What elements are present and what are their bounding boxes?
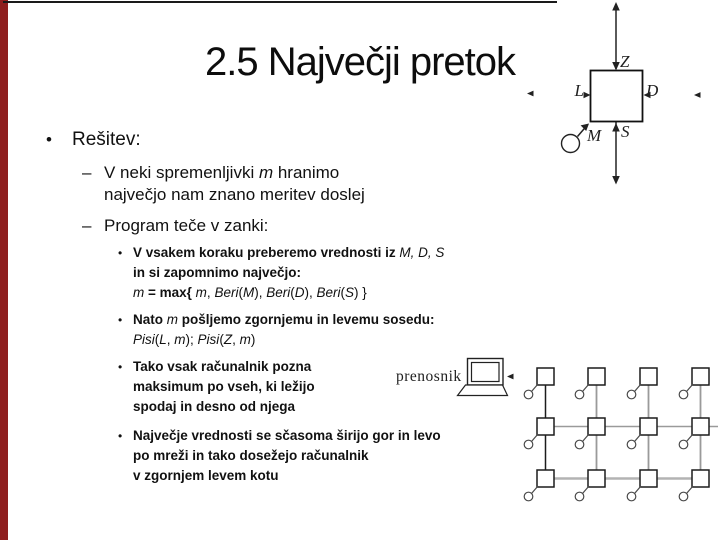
- text-line: V neki spremenljivki m hranimo: [104, 163, 340, 182]
- bullet-dot: •: [118, 360, 123, 374]
- grid-sensor-link: [687, 434, 694, 442]
- processor-square: [591, 71, 643, 122]
- detail-item-text: [133, 357, 315, 417]
- grid-sensor-link: [532, 384, 539, 392]
- prenosnik-label: prenosnik: [396, 368, 462, 385]
- grid-node-square: [588, 368, 605, 385]
- grid-node-square: [692, 470, 709, 487]
- text-line: V vsakem koraku preberemo vrednosti iz M, D, S: [133, 245, 445, 260]
- text-line: v zgornjem levem kotu: [133, 468, 279, 483]
- text-line: in si zapomnimo največjo:: [133, 265, 302, 280]
- grid-sensor-link: [687, 384, 694, 392]
- top-border-line: [3, 1, 557, 3]
- label-l: L: [574, 81, 584, 100]
- grid-sensor-link: [635, 486, 642, 494]
- grid-sensor-circle: [575, 440, 584, 449]
- grid-sensor-link: [583, 486, 590, 494]
- grid-node-square: [692, 418, 709, 435]
- grid-sensor-circle: [679, 492, 688, 501]
- grid-sensor-circle: [679, 390, 688, 399]
- grid-sensor-link: [635, 384, 642, 392]
- grid-node-square: [537, 368, 554, 385]
- bullet-item-resitev: [46, 127, 546, 153]
- grid-sensor-circle: [679, 440, 688, 449]
- grid-node-square: [640, 418, 657, 435]
- arrow-down-into-node-icon: [612, 62, 620, 71]
- dash-bullet: –: [82, 216, 92, 235]
- grid-sensor-circle: [627, 492, 636, 501]
- sub-item-text: [104, 215, 268, 237]
- detail-item-text: [133, 310, 435, 350]
- grid-sensor-circle: [627, 390, 636, 399]
- detail-item-korak: [118, 243, 546, 303]
- sub-item-text: [104, 162, 365, 206]
- grid-sensor-circle: [575, 492, 584, 501]
- text-line: Tako vsak računalnik pozna: [133, 359, 312, 374]
- grid-node-square: [640, 368, 657, 385]
- bullet-item-label: Rešitev:: [72, 129, 141, 150]
- grid-sensor-link: [583, 434, 590, 442]
- grid-sensor-circle: [524, 440, 533, 449]
- grid-node-square: [537, 470, 554, 487]
- arrow-stray-right-icon: [694, 92, 701, 98]
- arrow-up-into-node-icon: [612, 123, 620, 132]
- grid-node-square: [588, 470, 605, 487]
- grid-sensor-circle: [575, 390, 584, 399]
- grid-sensor-link: [532, 486, 539, 494]
- grid-sensor-link: [583, 384, 590, 392]
- text-line: m = max{ m, Beri(M), Beri(D), Beri(S) }: [133, 285, 367, 300]
- grid-node-square: [588, 418, 605, 435]
- text-line: maksimum po vseh, ki ležijo: [133, 379, 315, 394]
- sensor-circle: [562, 135, 580, 153]
- label-z: Z: [620, 52, 630, 71]
- grid-sensor-circle: [524, 390, 533, 399]
- arrow-left-link-icon: [584, 92, 591, 98]
- text-line: največjo nam znano meritev doslej: [104, 185, 365, 204]
- grid-node-square: [537, 418, 554, 435]
- label-s: S: [621, 122, 630, 141]
- bullet-dot: •: [46, 130, 52, 149]
- processor-node-diagram: [500, 0, 720, 195]
- network-grid-diagram: [390, 352, 720, 514]
- bullet-dot: •: [118, 429, 123, 443]
- text-line: po mreži in tako dosežejo računalnik: [133, 448, 369, 463]
- grid-sensor-link: [532, 434, 539, 442]
- detail-item-poslje: [118, 310, 546, 350]
- slide-title: 2.5 Največji pretok: [204, 40, 516, 84]
- detail-item-text: [133, 243, 444, 303]
- arrow-stray-left-icon: [527, 91, 534, 97]
- arrow-to-laptop-icon: [507, 374, 514, 380]
- label-m: M: [587, 126, 602, 145]
- grid-node-square: [692, 368, 709, 385]
- bullet-dot: •: [118, 313, 123, 327]
- label-d: D: [646, 81, 659, 100]
- text-line: Pisi(L, m); Pisi(Z, m): [133, 332, 256, 347]
- sub-item-program: [82, 215, 546, 237]
- arrow-down-icon: [612, 176, 620, 185]
- text-line: Največje vrednosti se sčasoma širijo gor in levo: [133, 428, 441, 443]
- grid-sensor-link: [635, 434, 642, 442]
- dash-bullet: –: [82, 163, 92, 182]
- text-line: spodaj in desno od njega: [133, 399, 296, 414]
- text-line: Program teče v zanki:: [104, 216, 269, 235]
- grid-sensor-circle: [627, 440, 636, 449]
- arrow-up-icon: [612, 2, 620, 11]
- grid-layer: [524, 368, 718, 501]
- grid-node-square: [640, 470, 657, 487]
- grid-sensor-circle: [524, 492, 533, 501]
- grid-sensor-link: [687, 486, 694, 494]
- text-line: Nato m pošljemo zgornjemu in levemu sosedu:: [133, 312, 435, 327]
- laptop-icon: [458, 359, 508, 396]
- bullet-dot: •: [118, 246, 123, 260]
- sub-item-spremenljivka: [82, 162, 546, 206]
